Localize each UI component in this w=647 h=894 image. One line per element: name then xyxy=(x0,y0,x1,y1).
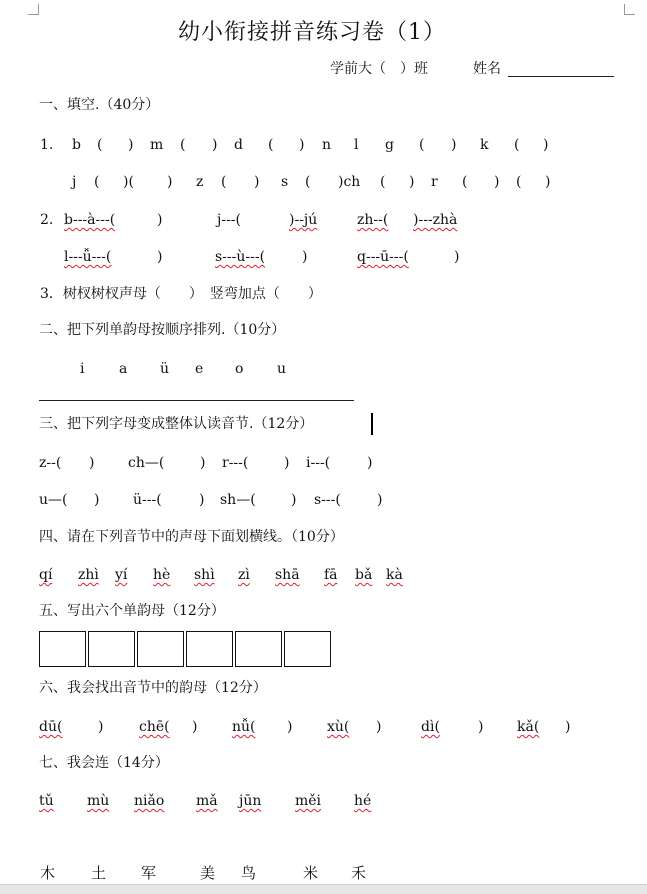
vowel-answer-box[interactable] xyxy=(284,631,331,667)
section-1-heading: 一、填空.（40分） xyxy=(39,97,160,113)
q2-chain: ) xyxy=(157,249,163,265)
vowel-answer-box[interactable] xyxy=(235,631,282,667)
s6-item: dì( xyxy=(421,719,440,735)
vowel-letter: a xyxy=(119,361,128,377)
name-blank[interactable] xyxy=(508,76,614,77)
q1-token: ) xyxy=(254,174,260,190)
vowel-letter: ü xyxy=(160,361,170,377)
s7-character: 军 xyxy=(141,864,157,882)
s7-syllable: mù xyxy=(87,793,110,809)
page-corner-mark xyxy=(624,4,635,15)
class-label: 学前大（ ）班 xyxy=(330,61,428,77)
s3-item: sh—( xyxy=(220,492,256,508)
vowel-letter: e xyxy=(195,361,204,377)
s4-syllable: hè xyxy=(153,567,171,583)
q1-token: ) xyxy=(212,137,218,153)
q1-token: s xyxy=(281,174,289,190)
vowel-answer-box[interactable] xyxy=(39,631,86,667)
s6-item: ) xyxy=(287,719,293,735)
q1-token: ( xyxy=(305,174,311,190)
s6-item: ) xyxy=(376,719,382,735)
name-label: 姓名 xyxy=(473,61,501,77)
s3-item: s---( xyxy=(314,492,341,508)
worksheet-title: 幼小衔接拼音练习卷（1） xyxy=(178,20,446,45)
s7-syllable: jūn xyxy=(239,793,262,809)
q2-chain: s---ù---( xyxy=(215,249,266,265)
s3-item: ) xyxy=(199,492,205,508)
s4-syllable: zì xyxy=(238,567,250,583)
question-number: 1. xyxy=(40,137,54,153)
s6-item: ) xyxy=(478,719,484,735)
section-5-heading: 五、写出六个单韵母（12分） xyxy=(39,603,225,619)
q1-token: j xyxy=(72,174,77,190)
section-6-heading: 六、我会找出音节中的韵母（12分） xyxy=(39,680,267,696)
q1-token: b xyxy=(72,137,81,153)
section-7-heading: 七、我会连（14分） xyxy=(39,755,169,771)
s3-item: ) xyxy=(367,455,373,471)
q1-token: ) xyxy=(543,137,549,153)
s6-item: nǚ( xyxy=(232,719,256,735)
q1-token: ( xyxy=(419,137,425,153)
vowel-letter: u xyxy=(277,361,287,377)
s7-character: 禾 xyxy=(351,864,367,882)
s4-syllable: qí xyxy=(39,567,53,583)
s4-syllable: yí xyxy=(115,567,128,583)
q2-chain: ) xyxy=(302,249,308,265)
text-cursor xyxy=(371,413,373,435)
q2-chain: zh--( xyxy=(357,212,389,228)
s6-item: kǎ( xyxy=(517,719,540,735)
q2-chain: ) xyxy=(454,249,460,265)
q2-chain: b---à---( xyxy=(64,212,116,228)
vowel-letter: o xyxy=(235,361,244,377)
vowel-answer-box[interactable] xyxy=(88,631,135,667)
q1-token: n xyxy=(322,137,332,153)
s3-item: z--( xyxy=(39,455,62,471)
question-number: 2. xyxy=(40,212,54,228)
q1-token: ( xyxy=(462,174,468,190)
s6-item: chē( xyxy=(139,719,170,735)
s3-item: i---( xyxy=(306,455,331,471)
q2-chain: )--jú xyxy=(289,212,318,228)
q1-token: z xyxy=(196,174,204,190)
s7-character: 鸟 xyxy=(241,864,257,882)
page-corner-mark xyxy=(28,4,39,15)
q1-token: ) xyxy=(545,174,551,190)
s3-item: ) xyxy=(377,492,383,508)
q1-token: ( xyxy=(516,174,522,190)
s6-item: ) xyxy=(98,719,104,735)
s3-item: ü---( xyxy=(133,492,162,508)
q1-token: ) xyxy=(409,174,415,190)
s4-syllable: zhì xyxy=(78,567,99,583)
q2-chain: j---( xyxy=(217,212,241,228)
vowel-answer-box[interactable] xyxy=(137,631,184,667)
s4-syllable: shā xyxy=(275,567,300,583)
s3-item: ch—( xyxy=(128,455,165,471)
q1-token: d xyxy=(234,137,243,153)
q1-token: ) xyxy=(451,137,457,153)
s7-character: 米 xyxy=(303,864,319,882)
q1-token: ( xyxy=(97,137,103,153)
s4-syllable: kà xyxy=(386,567,403,583)
s4-syllable: shì xyxy=(194,567,215,583)
s6-item: dū( xyxy=(39,719,63,735)
s3-item: ) xyxy=(89,455,95,471)
q1-token: ) xyxy=(299,137,305,153)
s4-syllable: bǎ xyxy=(355,567,373,583)
s3-item: ) xyxy=(200,455,206,471)
s7-syllable: niǎo xyxy=(134,793,165,809)
section-3-heading: 三、把下列字母变成整体认读音节.（12分） xyxy=(39,416,314,432)
section-2-heading: 二、把下列单韵母按顺序排列.（10分） xyxy=(39,322,286,338)
q1-token: r xyxy=(431,174,438,190)
question-3: 3．树杈树杈声母（ ） 竖弯加点（ ） xyxy=(40,286,322,302)
q2-chain: l---ǚ---( xyxy=(64,249,112,265)
vowel-letter: i xyxy=(80,361,85,377)
s7-syllable: měi xyxy=(295,793,322,809)
s7-character: 木 xyxy=(40,864,56,882)
answer-line[interactable] xyxy=(39,400,354,401)
s7-syllable: hé xyxy=(354,793,372,809)
s3-item: ) xyxy=(291,492,297,508)
q1-token: )( xyxy=(123,174,134,190)
q1-token: ) xyxy=(128,137,134,153)
s6-item: ) xyxy=(565,719,571,735)
s6-item: xù( xyxy=(327,719,350,735)
s3-item: ) xyxy=(284,455,290,471)
s7-syllable: tǔ xyxy=(39,793,54,809)
s7-character: 土 xyxy=(91,864,107,882)
q1-token: ( xyxy=(380,174,386,190)
q1-token: k xyxy=(480,137,489,153)
q2-chain: ) xyxy=(157,212,163,228)
q1-token: ( xyxy=(514,137,520,153)
s7-syllable: mǎ xyxy=(196,793,218,809)
q2-chain: )---zhà xyxy=(413,212,458,228)
q1-token: ( xyxy=(221,174,227,190)
s3-item: u—( xyxy=(39,492,68,508)
q1-token: ) xyxy=(167,174,173,190)
section-4-heading: 四、请在下列音节中的声母下面划横线。（10分） xyxy=(39,529,344,545)
q1-token: )ch xyxy=(338,174,361,190)
vowel-answer-box[interactable] xyxy=(186,631,233,667)
q1-token: m xyxy=(150,137,164,153)
q1-token: ( xyxy=(180,137,186,153)
s3-item: ) xyxy=(94,492,100,508)
s6-item: ) xyxy=(192,719,198,735)
q1-token: l xyxy=(354,137,359,153)
q2-chain: q---ū---( xyxy=(357,249,409,265)
q1-token: g xyxy=(385,137,394,153)
q1-token: ( xyxy=(268,137,274,153)
s4-syllable: fā xyxy=(324,567,338,583)
s7-character: 美 xyxy=(200,864,216,882)
s3-item: r---( xyxy=(222,455,249,471)
q1-token: ( xyxy=(94,174,100,190)
q1-token: ) xyxy=(494,174,500,190)
